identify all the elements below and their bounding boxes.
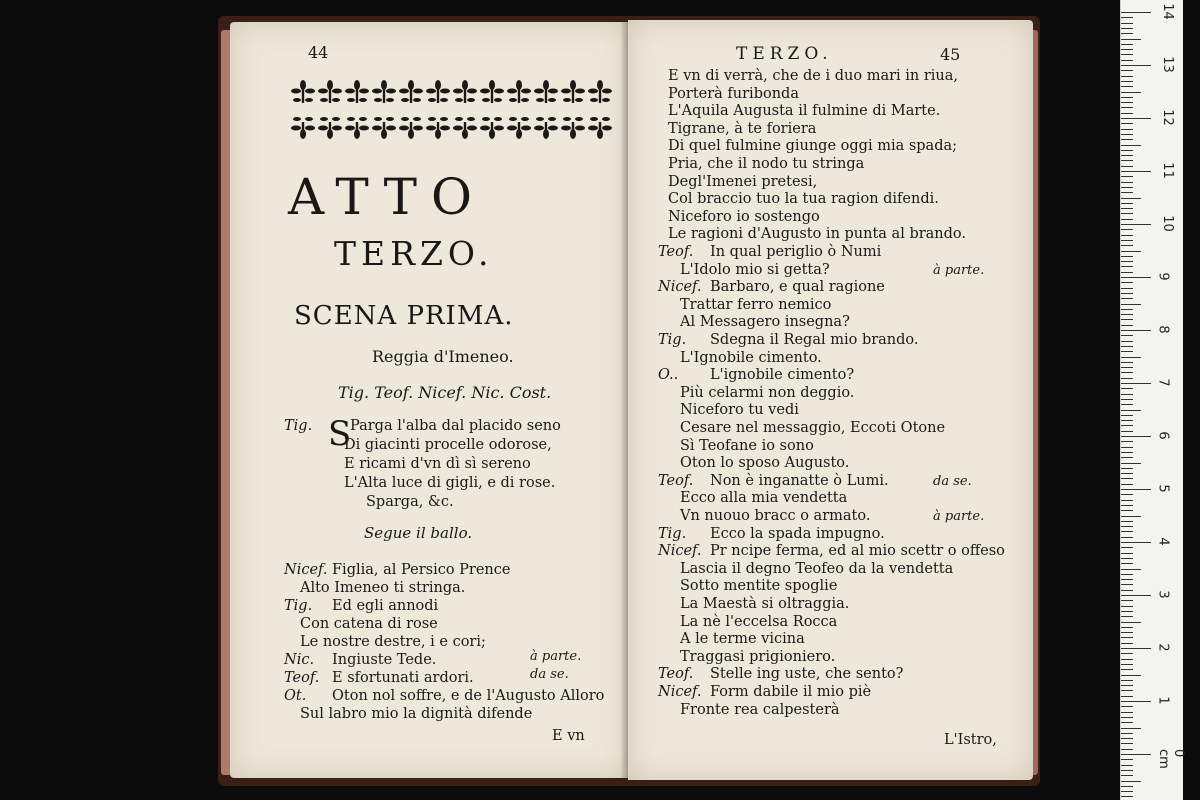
ruler-tick xyxy=(1121,160,1133,161)
ornament-motif xyxy=(291,117,315,139)
aside-note: à parte. xyxy=(530,649,582,664)
ruler-tick xyxy=(1121,542,1151,543)
verse-line: Parga l'alba dal placido seno xyxy=(350,418,561,434)
ornament-motif xyxy=(480,80,504,103)
text-line: Form dabile il mio piè xyxy=(710,684,872,700)
measurement-ruler xyxy=(1120,0,1186,800)
text-line: Niceforo tu vedi xyxy=(680,402,799,419)
ruler-tick xyxy=(1121,388,1133,389)
text-line: E vn di verrà, che de i duo mari in riua, xyxy=(668,68,959,84)
speaker-label: Teof. xyxy=(658,244,694,260)
ruler-tick xyxy=(1121,102,1133,103)
verse-line: L'Alta luce di gigli, e di rose. xyxy=(344,475,556,491)
ornament-motif xyxy=(399,117,423,139)
ruler-tick xyxy=(1121,786,1133,787)
ruler-tick xyxy=(1121,600,1133,601)
ruler-tick xyxy=(1121,759,1133,760)
ruler-tick xyxy=(1121,632,1133,633)
ruler-tick xyxy=(1121,712,1133,713)
ruler-number: 1 xyxy=(1155,696,1171,705)
scene-setting: Reggia d'Imeneo. xyxy=(372,347,514,366)
ruler-tick xyxy=(1121,240,1133,241)
speaker-label: Tig. xyxy=(658,332,687,348)
ruler-tick xyxy=(1121,717,1133,718)
ruler-tick xyxy=(1121,484,1133,485)
speaker-label: Tig. xyxy=(284,598,313,614)
ruler-tick xyxy=(1121,606,1133,607)
left-page xyxy=(230,22,628,778)
ruler-tick xyxy=(1121,574,1133,575)
ruler-tick xyxy=(1121,733,1133,734)
ruler-tick xyxy=(1121,203,1133,204)
ruler-number: 0 cm xyxy=(1156,749,1186,769)
text-line: Cesare nel messaggio, Eccoti Otone xyxy=(680,420,946,436)
speaker-label: Nicef. xyxy=(284,562,328,578)
aside-note: à parte. xyxy=(933,509,985,524)
ruler-tick xyxy=(1121,113,1133,114)
ruler-tick xyxy=(1121,765,1133,766)
dialogue-line: Ingiuste Tede. xyxy=(332,652,437,668)
ruler-tick xyxy=(1121,23,1133,24)
ruler-tick xyxy=(1121,706,1133,707)
ruler-tick xyxy=(1121,335,1133,336)
ornament-motif xyxy=(588,117,612,139)
text-line: La nè l'eccelsa Rocca xyxy=(680,613,838,630)
ruler-tick xyxy=(1121,346,1133,347)
ruler-tick xyxy=(1121,65,1151,66)
ruler-tick xyxy=(1121,558,1133,559)
ruler-tick xyxy=(1121,425,1133,426)
ruler-tick xyxy=(1121,743,1133,744)
text-line: Stelle ing uste, che sento? xyxy=(710,666,904,683)
ornament-motif xyxy=(534,80,558,103)
ruler-tick xyxy=(1121,431,1133,432)
ruler-tick xyxy=(1121,622,1141,623)
dialogue-line: E sfortunati ardori. xyxy=(332,670,474,686)
dialogue-line: Con catena di rose xyxy=(300,616,438,632)
ruler-tick xyxy=(1121,722,1133,723)
running-head: TERZO. xyxy=(736,44,833,64)
ruler-tick xyxy=(1121,749,1133,750)
ruler-tick xyxy=(1121,378,1133,379)
text-line: Vn nuouo bracc o armato. xyxy=(680,508,871,524)
text-line: In qual periglio ò Numi xyxy=(710,244,882,260)
ruler-tick xyxy=(1121,304,1141,305)
page-number-right: 45 xyxy=(940,45,961,64)
ornament-motif xyxy=(426,117,450,139)
ruler-tick xyxy=(1121,33,1133,34)
ruler-tick xyxy=(1121,28,1133,29)
text-line: Niceforo io sostengo xyxy=(668,208,820,225)
ruler-number: 11 xyxy=(1159,162,1175,179)
ornament-motif xyxy=(372,80,396,103)
dialogue-line: Oton nol soffre, e de l'Augusto Alloro xyxy=(332,688,605,704)
ornament-motif xyxy=(345,80,369,103)
ruler-tick xyxy=(1121,494,1133,495)
text-line: Sì Teofane io sono xyxy=(680,437,814,454)
ruler-tick xyxy=(1121,569,1141,570)
ruler-tick xyxy=(1121,436,1151,437)
ruler-tick xyxy=(1121,675,1141,676)
ruler-number: 13 xyxy=(1159,56,1175,73)
ruler-tick xyxy=(1121,738,1133,739)
ruler-tick xyxy=(1121,351,1133,352)
ruler-tick xyxy=(1121,171,1151,172)
text-line: L'Ignobile cimento. xyxy=(680,349,822,366)
speaker-label: Nicef. xyxy=(658,279,702,296)
text-line: Di quel fulmine giunge oggi mia spada; xyxy=(668,138,958,155)
text-line: Non è inganatte ò Lumi. xyxy=(710,472,889,489)
ruler-tick xyxy=(1121,54,1133,55)
ruler-tick xyxy=(1121,44,1133,45)
ruler-tick xyxy=(1121,754,1151,755)
text-line: Tigrane, à te foriera xyxy=(668,120,817,137)
text-line: Ecco alla mia vendetta xyxy=(680,490,848,507)
ruler-tick xyxy=(1121,235,1133,236)
ruler-tick xyxy=(1121,473,1133,474)
ruler-tick xyxy=(1121,314,1133,315)
ruler-tick xyxy=(1121,399,1133,400)
ruler-tick xyxy=(1121,383,1151,384)
text-line: Lascia il degno Teofeo da la vendetta xyxy=(680,560,954,577)
verse-line: Sparga, &c. xyxy=(366,494,454,510)
speaker-label: Tig. xyxy=(284,418,313,434)
ruler-tick xyxy=(1121,669,1133,670)
ruler-number: 5 xyxy=(1155,484,1171,493)
ruler-number: 6 xyxy=(1155,431,1171,440)
ornament-motif xyxy=(561,80,585,103)
speaker-label: O.. xyxy=(658,367,679,384)
text-line: Porterà furibonda xyxy=(668,85,799,102)
floral-ornament-band xyxy=(290,76,612,144)
ruler-tick xyxy=(1121,537,1133,538)
ruler-tick xyxy=(1121,505,1133,506)
dialogue-line: Alto Imeneo ti stringa. xyxy=(300,580,466,596)
ruler-tick xyxy=(1121,489,1151,490)
text-line: Pria, che il nodo tu stringa xyxy=(668,156,865,172)
speaker-label: Nicef. xyxy=(658,543,702,560)
ruler-tick xyxy=(1121,272,1133,273)
ornament-motif xyxy=(345,117,369,139)
drop-cap: S xyxy=(328,414,352,454)
ruler-tick xyxy=(1121,208,1133,209)
ruler-tick xyxy=(1121,680,1133,681)
ruler-tick xyxy=(1121,372,1133,373)
ruler-tick xyxy=(1121,309,1133,310)
text-line: Pr ncipe ferma, ed al mio scettr o offeso xyxy=(710,543,1005,560)
ruler-tick xyxy=(1121,261,1133,262)
ruler-tick xyxy=(1121,17,1133,18)
ruler-tick xyxy=(1121,176,1133,177)
dialogue-line: Figlia, al Persico Prence xyxy=(332,562,511,578)
ruler-tick xyxy=(1121,553,1133,554)
ruler-tick xyxy=(1121,150,1133,151)
text-line: L'Idolo mio si getta? xyxy=(680,261,830,278)
ruler-tick xyxy=(1121,547,1133,548)
verse-line: E ricami d'vn dì sì sereno xyxy=(344,456,531,472)
ruler-tick xyxy=(1121,357,1141,358)
ruler-tick xyxy=(1121,478,1133,479)
ruler-tick xyxy=(1121,420,1133,421)
ruler-tick xyxy=(1121,166,1133,167)
ruler-tick xyxy=(1121,452,1133,453)
text-line: A le terme vicina xyxy=(680,631,805,648)
ornament-motif xyxy=(534,117,558,139)
catchword-right: L'Istro, xyxy=(944,732,997,748)
ruler-tick xyxy=(1121,367,1133,368)
page-number-left: 44 xyxy=(308,43,329,62)
ruler-tick xyxy=(1121,97,1133,98)
ruler-tick xyxy=(1121,219,1133,220)
ruler-tick xyxy=(1121,531,1133,532)
text-line: Più celarmi non deggio. xyxy=(680,384,855,401)
right-page xyxy=(628,20,1033,780)
ruler-tick xyxy=(1121,39,1141,40)
ruler-number: 12 xyxy=(1159,109,1175,126)
text-line: Col braccio tuo la tua ragion difendi. xyxy=(668,191,939,208)
ruler-number: 10 xyxy=(1159,215,1175,232)
ruler-tick xyxy=(1121,362,1133,363)
ruler-tick xyxy=(1121,457,1133,458)
ruler-tick xyxy=(1121,410,1141,411)
text-line: Fronte rea calpesterà xyxy=(680,701,840,718)
ruler-tick xyxy=(1121,468,1133,469)
ruler-tick xyxy=(1121,107,1133,108)
ruler-tick xyxy=(1121,277,1151,278)
heading-atto: ATTO xyxy=(288,168,486,226)
text-line: Al Messagero insegna? xyxy=(680,314,850,331)
ruler-tick xyxy=(1121,187,1133,188)
ruler-tick xyxy=(1121,664,1133,665)
ruler-tick xyxy=(1121,139,1133,140)
speaker-label: Nicef. xyxy=(658,684,702,700)
ruler-tick xyxy=(1121,510,1133,511)
ruler-tick xyxy=(1121,516,1141,517)
ruler-tick xyxy=(1121,595,1151,596)
ruler-tick xyxy=(1121,192,1133,193)
ruler-tick xyxy=(1121,251,1141,252)
ruler-number: 7 xyxy=(1155,378,1171,387)
ornament-motif xyxy=(480,117,504,139)
ruler-tick xyxy=(1121,526,1133,527)
text-line: Traggasi prigioniero. xyxy=(680,648,836,665)
ruler-tick xyxy=(1121,447,1133,448)
ruler-number: 4 xyxy=(1155,537,1171,546)
ruler-number: 2 xyxy=(1155,643,1171,652)
ornament-motif xyxy=(588,80,612,103)
ruler-tick xyxy=(1121,76,1133,77)
ruler-tick xyxy=(1121,266,1133,267)
ruler-tick xyxy=(1121,134,1133,135)
ruler-tick xyxy=(1121,213,1133,214)
text-line: Degl'Imenei pretesi, xyxy=(668,173,818,190)
verse-line: Di giacinti procelle odorose, xyxy=(344,437,552,453)
ruler-tick xyxy=(1121,701,1151,702)
ruler-tick xyxy=(1121,92,1141,93)
ornament-motif xyxy=(291,80,315,103)
character-list: Tig. Teof. Nicef. Nic. Cost. xyxy=(338,383,552,402)
ruler-tick xyxy=(1121,245,1133,246)
text-line: La Maestà si oltraggia. xyxy=(680,596,850,612)
aside-note: à parte. xyxy=(933,262,985,278)
ruler-tick xyxy=(1121,118,1151,119)
ornament-motif xyxy=(318,117,342,139)
ornament-motif xyxy=(318,80,342,103)
ruler-tick xyxy=(1121,394,1133,395)
ornament-motif xyxy=(453,117,477,139)
ruler-tick xyxy=(1121,123,1133,124)
ruler-tick xyxy=(1121,563,1133,564)
ruler-tick xyxy=(1121,696,1133,697)
ruler-tick xyxy=(1121,685,1133,686)
ruler-tick xyxy=(1121,775,1133,776)
ruler-tick xyxy=(1121,298,1133,299)
ornament-motif xyxy=(507,80,531,103)
ruler-tick xyxy=(1121,463,1141,464)
ruler-tick xyxy=(1121,12,1151,13)
speaker-label: Nic. xyxy=(284,652,315,668)
ruler-tick xyxy=(1121,198,1141,199)
dialogue-line: Sul labro mio la dignità difende xyxy=(300,706,533,722)
dialogue-line: Le nostre destre, i e cori; xyxy=(300,634,486,650)
speaker-label: Teof. xyxy=(658,666,694,683)
ruler-tick xyxy=(1121,611,1133,612)
ruler-tick xyxy=(1121,643,1133,644)
ornament-motif xyxy=(561,117,585,139)
ruler-tick xyxy=(1121,404,1133,405)
ruler-tick xyxy=(1121,791,1133,792)
catchword-left: E vn xyxy=(552,728,585,744)
aside-note: da se. xyxy=(933,473,972,489)
ruler-tick xyxy=(1121,616,1133,617)
ruler-tick xyxy=(1121,415,1133,416)
ruler-tick xyxy=(1121,648,1151,649)
speaker-label: Teof. xyxy=(284,670,320,686)
ruler-tick xyxy=(1121,129,1133,130)
ruler-tick xyxy=(1121,690,1133,691)
ornament-motif xyxy=(507,117,531,139)
ruler-tick xyxy=(1121,770,1133,771)
text-line: L'Aquila Augusta il fulmine di Marte. xyxy=(668,103,941,120)
ruler-tick xyxy=(1121,521,1133,522)
ruler-tick xyxy=(1121,229,1133,230)
aside-note: da se. xyxy=(530,667,569,682)
ruler-tick xyxy=(1121,781,1141,782)
speaker-label: Tig. xyxy=(658,525,687,542)
speaker-label: Teof. xyxy=(658,472,694,489)
ruler-tick xyxy=(1121,224,1151,225)
ruler-tick xyxy=(1121,319,1133,320)
ruler-number: 8 xyxy=(1155,325,1171,334)
ruler-tick xyxy=(1121,637,1133,638)
text-line: Ecco la spada impugno. xyxy=(710,525,885,542)
ruler-tick xyxy=(1121,590,1133,591)
ornament-motif xyxy=(453,80,477,103)
ruler-tick xyxy=(1121,182,1133,183)
ruler-tick xyxy=(1121,86,1133,87)
ruler-number: 14 xyxy=(1159,3,1175,20)
ruler-tick xyxy=(1121,145,1141,146)
ornament-motif xyxy=(426,80,450,103)
stage-direction: Segue il ballo. xyxy=(364,524,473,542)
ruler-tick xyxy=(1121,282,1133,283)
ruler-tick xyxy=(1121,293,1133,294)
ruler-tick xyxy=(1121,627,1133,628)
ruler-tick xyxy=(1121,500,1133,501)
text-line: Barbaro, e qual ragione xyxy=(710,279,885,296)
speaker-label: Ot. xyxy=(284,688,307,704)
text-line: Trattar ferro nemico xyxy=(680,296,832,313)
ruler-tick xyxy=(1121,288,1133,289)
ruler-tick xyxy=(1121,81,1133,82)
ruler-tick xyxy=(1121,70,1133,71)
ruler-number: 9 xyxy=(1155,272,1171,281)
ruler-tick xyxy=(1121,653,1133,654)
ruler-tick xyxy=(1121,441,1133,442)
text-line: Le ragioni d'Augusto in punta al brando. xyxy=(668,226,967,243)
ruler-tick xyxy=(1121,796,1133,797)
ruler-tick xyxy=(1121,155,1133,156)
heading-terzo: TERZO. xyxy=(334,234,494,273)
text-line: L'ignobile cimento? xyxy=(710,367,855,384)
text-line: Sdegna il Regal mio brando. xyxy=(710,332,919,348)
ruler-tick xyxy=(1121,341,1133,342)
ornament-motif xyxy=(372,117,396,139)
text-line: Sotto mentite spoglie xyxy=(680,578,838,595)
dialogue-line: Ed egli annodi xyxy=(332,598,439,614)
heading-scena-prima: SCENA PRIMA. xyxy=(294,301,514,331)
ruler-tick xyxy=(1121,579,1133,580)
ruler-tick xyxy=(1121,325,1133,326)
ruler-tick xyxy=(1121,60,1133,61)
ruler-tick xyxy=(1121,330,1151,331)
ruler-tick xyxy=(1121,728,1141,729)
ornament-motif xyxy=(399,80,423,103)
ruler-tick xyxy=(1121,49,1133,50)
ruler-number: 3 xyxy=(1155,590,1171,599)
ruler-tick xyxy=(1121,256,1133,257)
ruler-tick xyxy=(1121,659,1133,660)
ruler-tick xyxy=(1121,584,1133,585)
text-line: Oton lo sposo Augusto. xyxy=(680,455,850,472)
